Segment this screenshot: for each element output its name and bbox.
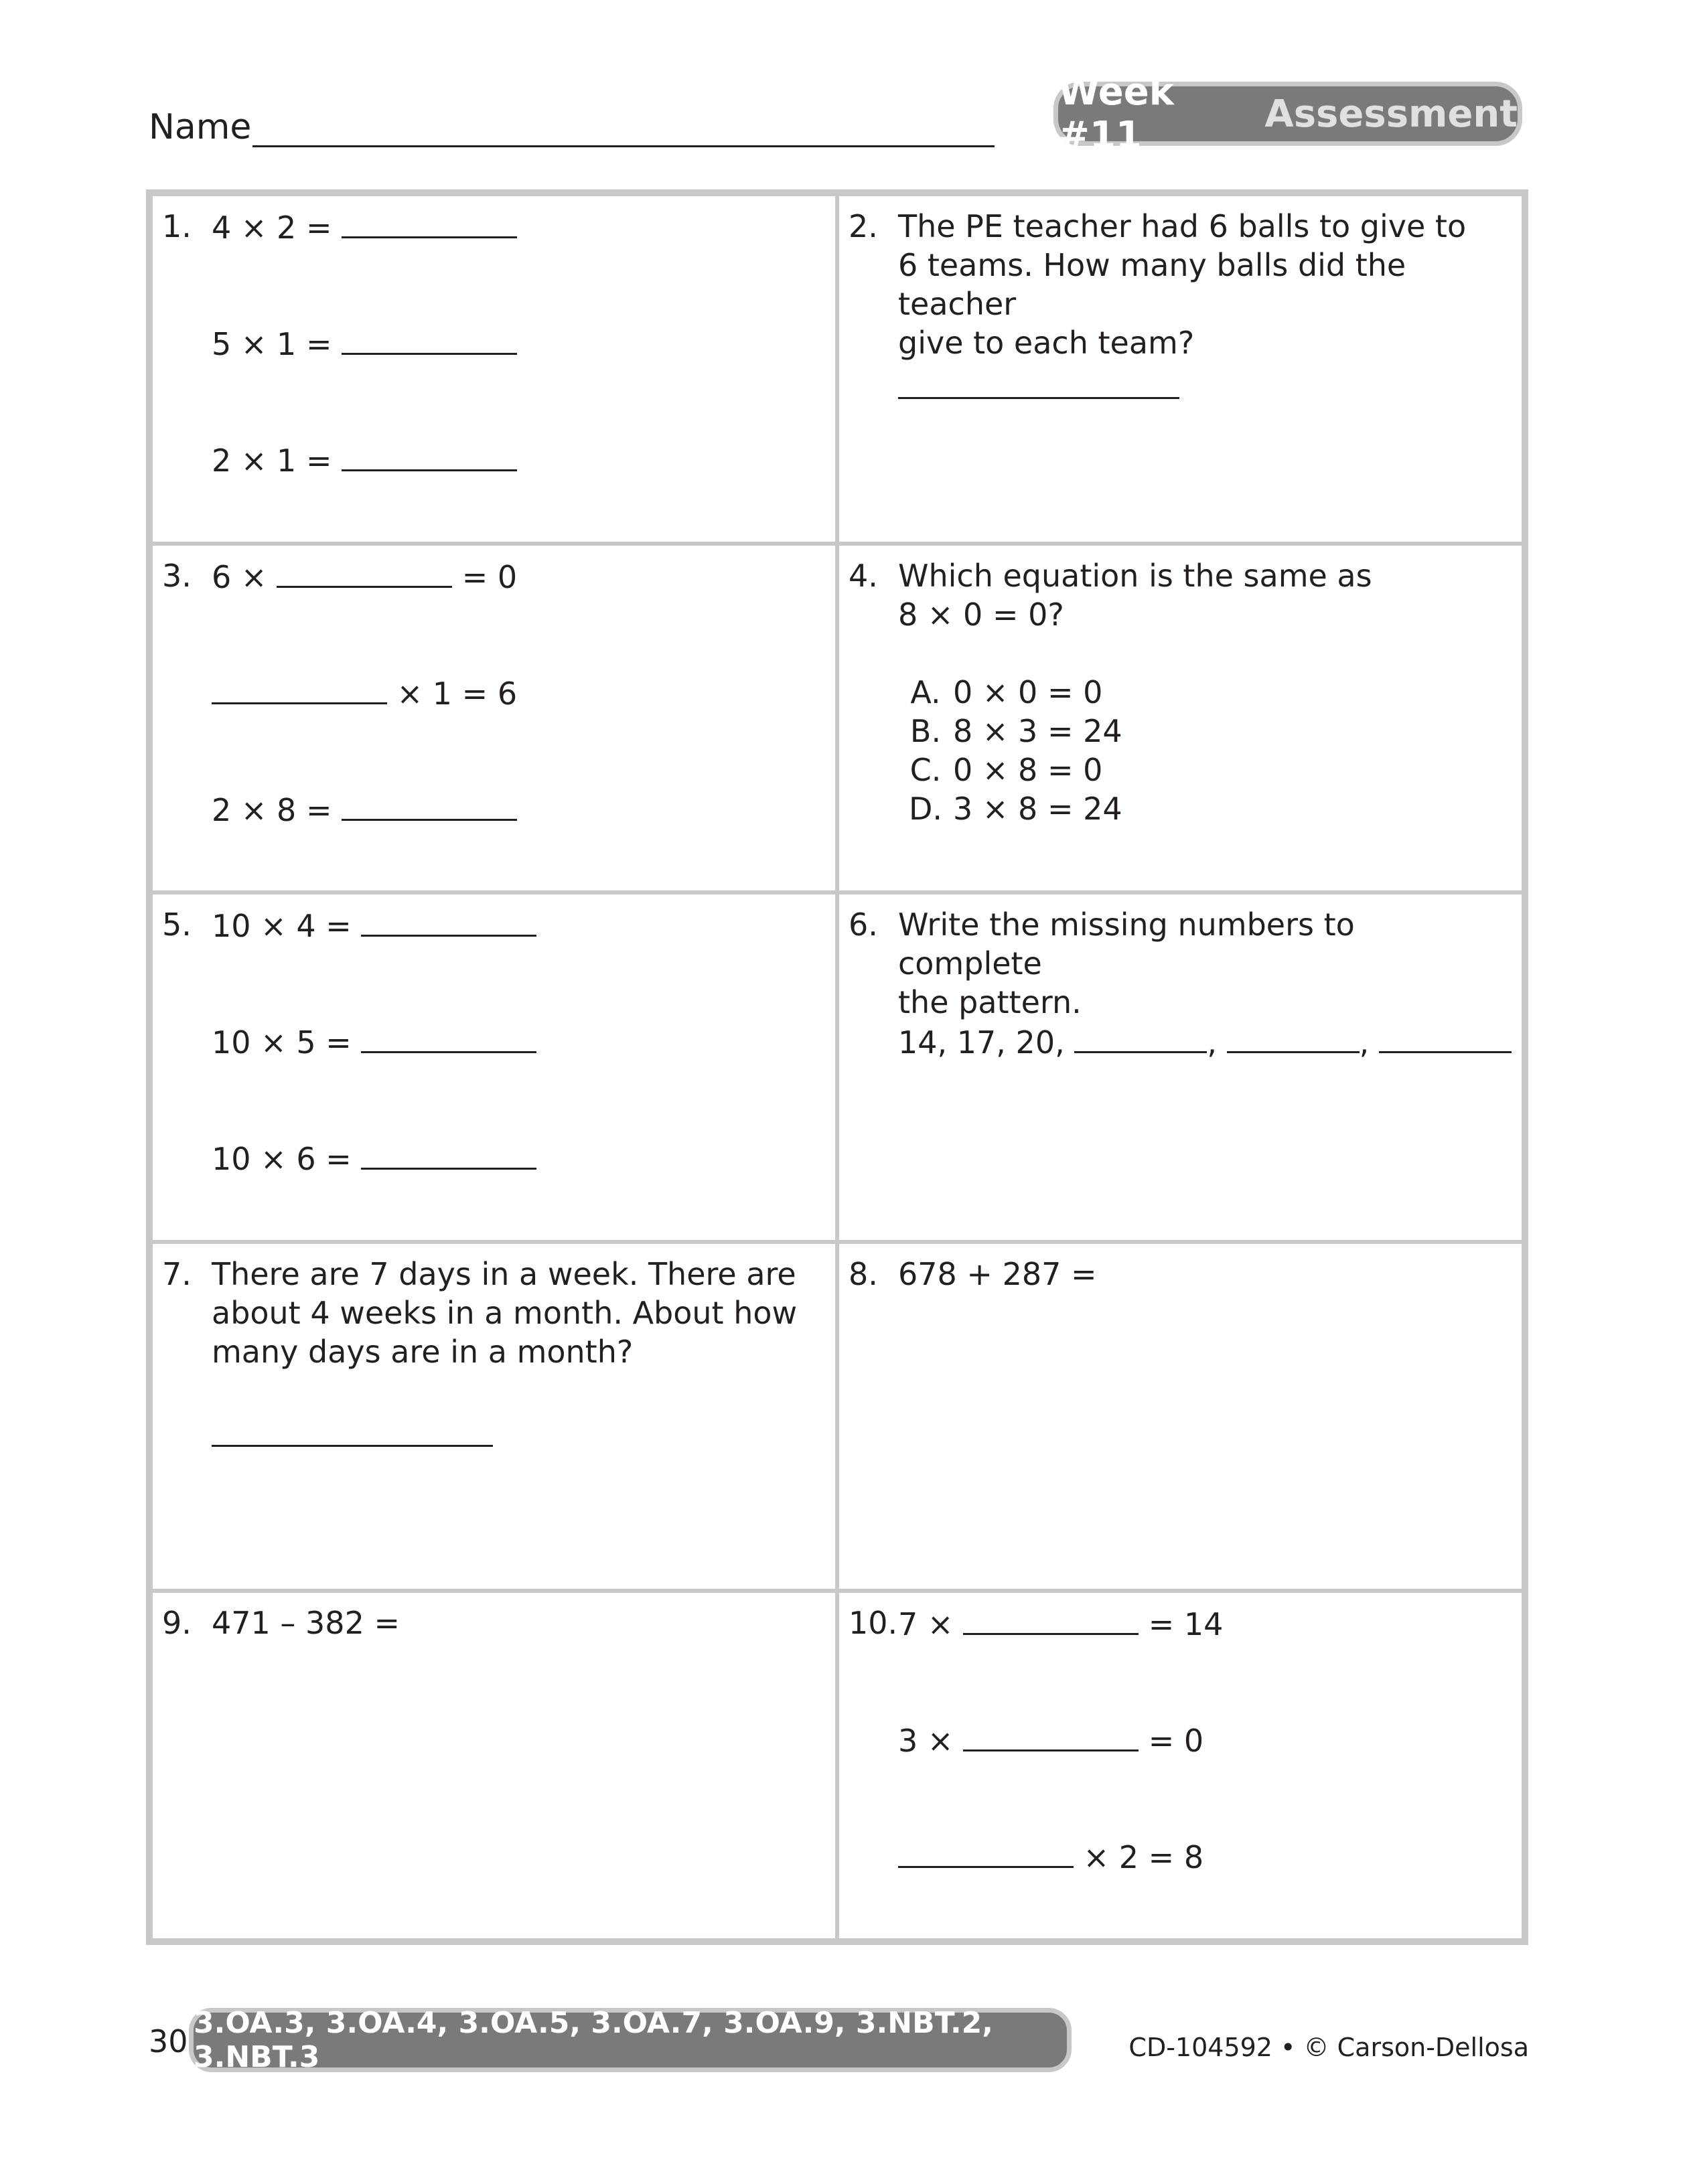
choice-equation: 8 × 3 = 24 — [953, 712, 1122, 749]
problem-number: 7. — [162, 1255, 192, 1292]
equation-text: 10 × 5 = — [212, 1024, 352, 1061]
question-line: The PE teacher had 6 balls to give to — [898, 208, 1467, 244]
equation-text: 7 × — [898, 1606, 954, 1643]
equation-text: 5 × 1 = — [212, 326, 332, 362]
answer-blank[interactable] — [963, 1604, 1139, 1635]
name-row — [149, 107, 995, 147]
choice-letter: B. — [909, 712, 942, 749]
question-text — [898, 905, 1495, 1022]
expression-text: 471 – 382 = — [212, 1605, 400, 1642]
separator: , — [1359, 1024, 1370, 1061]
problem-number: 2. — [849, 208, 878, 244]
equation-line — [212, 1138, 536, 1178]
copyright-text: CD-104592 • © Carson-Dellosa — [1128, 2033, 1529, 2062]
problem-number: 10. — [849, 1605, 898, 1642]
problem-5 — [151, 892, 837, 1242]
problem-6 — [837, 892, 1524, 1242]
problem-9 — [151, 1591, 837, 1940]
answer-blank[interactable] — [361, 905, 536, 937]
standards-badge: 3.OA.3, 3.OA.4, 3.OA.5, 3.OA.7, 3.OA.9, 3.NBT.2, 3.NBT.3 — [189, 2008, 1072, 2072]
expression-text: 678 + 287 = — [898, 1255, 1097, 1292]
equation-line — [212, 673, 517, 713]
answer-blank[interactable] — [361, 1022, 536, 1053]
equation-line — [212, 323, 517, 364]
question-text — [212, 1255, 808, 1371]
question-line: about 4 weeks in a month. About how — [212, 1294, 798, 1331]
equation-text: 10 × 4 = — [212, 908, 352, 945]
equation-line — [212, 1022, 536, 1062]
answer-blank[interactable] — [277, 556, 452, 588]
choice-letter: A. — [910, 674, 941, 710]
separator: , — [1207, 1024, 1217, 1061]
equation-text: 6 × — [212, 558, 267, 595]
problem-4 — [837, 544, 1524, 893]
problem-number: 3. — [162, 557, 192, 594]
problem-grid — [146, 189, 1528, 1945]
equation-text: × 1 = 6 — [396, 675, 518, 712]
equation-text: 2 × 1 = — [212, 443, 332, 479]
problem-number: 4. — [849, 557, 878, 594]
equation-text: × 2 = 8 — [1083, 1839, 1204, 1876]
question-line: Which equation is the same as — [898, 557, 1372, 594]
question-text — [898, 556, 1495, 634]
equation-line — [212, 207, 517, 247]
equation-text: 2 × 8 = — [212, 791, 332, 828]
equation-line — [898, 1720, 1203, 1760]
answer-blank[interactable] — [963, 1720, 1139, 1751]
choice-letter: D. — [908, 790, 943, 827]
choice-b[interactable] — [898, 712, 1122, 751]
problem-1 — [151, 194, 837, 544]
problem-3 — [151, 544, 837, 893]
equation-line — [898, 1604, 1223, 1644]
question-line: the pattern. — [898, 984, 1082, 1021]
equation-line — [212, 905, 536, 945]
equation-text: = 14 — [1148, 1606, 1224, 1643]
equation-line — [898, 1837, 1203, 1877]
equation-text: 10 × 6 = — [212, 1141, 352, 1178]
answer-blank[interactable] — [1227, 1022, 1360, 1053]
question-line: 8 × 0 = 0? — [898, 596, 1064, 633]
equation-text: 4 × 2 = — [212, 210, 332, 246]
problem-number: 5. — [162, 907, 192, 943]
answer-blank[interactable] — [342, 440, 517, 471]
equation-line — [212, 789, 517, 830]
pattern-text: 14, 17, 20, — [898, 1024, 1065, 1061]
question-line: There are 7 days in a week. There are — [212, 1255, 796, 1292]
question-line: many days are in a month? — [212, 1333, 634, 1370]
problem-2 — [837, 194, 1524, 544]
equation-text: = 0 — [1148, 1723, 1204, 1760]
problem-number: 9. — [162, 1605, 192, 1642]
question-text — [898, 207, 1495, 362]
choice-c[interactable] — [898, 751, 1122, 789]
answer-blank[interactable] — [1074, 1022, 1207, 1053]
equation-line — [212, 440, 517, 480]
problem-number: 8. — [849, 1255, 878, 1292]
week-label: Week #11 — [1058, 70, 1174, 157]
answer-blank[interactable] — [898, 1837, 1074, 1868]
answer-blank[interactable] — [1379, 1022, 1512, 1053]
answer-choices — [898, 673, 1122, 828]
name-input-line[interactable] — [252, 108, 995, 147]
choice-equation: 0 × 8 = 0 — [953, 751, 1103, 788]
equation-text: 3 × — [898, 1723, 954, 1760]
problem-7 — [151, 1242, 837, 1591]
choice-equation: 0 × 0 = 0 — [953, 674, 1103, 710]
problem-number: 6. — [849, 907, 878, 943]
question-line: Write the missing numbers to complete — [898, 907, 1355, 982]
choice-d[interactable] — [898, 789, 1122, 828]
equation-text: = 0 — [461, 558, 518, 595]
problem-8 — [837, 1242, 1524, 1591]
name-label: Name — [149, 107, 252, 147]
problem-number: 1. — [162, 208, 192, 244]
answer-blank[interactable] — [212, 1415, 493, 1447]
choice-a[interactable] — [898, 673, 1122, 712]
choice-equation: 3 × 8 = 24 — [953, 790, 1122, 827]
pattern-line — [898, 1022, 1512, 1062]
week-badge — [1053, 70, 1522, 157]
assessment-label: Assessment — [1264, 92, 1518, 136]
question-line: 6 teams. How many balls did the teacher — [898, 247, 1406, 322]
answer-blank[interactable] — [342, 207, 517, 238]
page-number: 30 — [149, 2023, 188, 2059]
answer-blank[interactable] — [342, 323, 517, 355]
equation-line — [212, 556, 517, 597]
question-line: give to each team? — [898, 325, 1195, 361]
choice-letter: C. — [909, 751, 942, 788]
answer-blank[interactable] — [342, 789, 517, 821]
problem-10 — [837, 1591, 1524, 1940]
answer-blank[interactable] — [898, 368, 1179, 399]
answer-blank[interactable] — [361, 1138, 536, 1170]
answer-blank[interactable] — [212, 673, 387, 704]
